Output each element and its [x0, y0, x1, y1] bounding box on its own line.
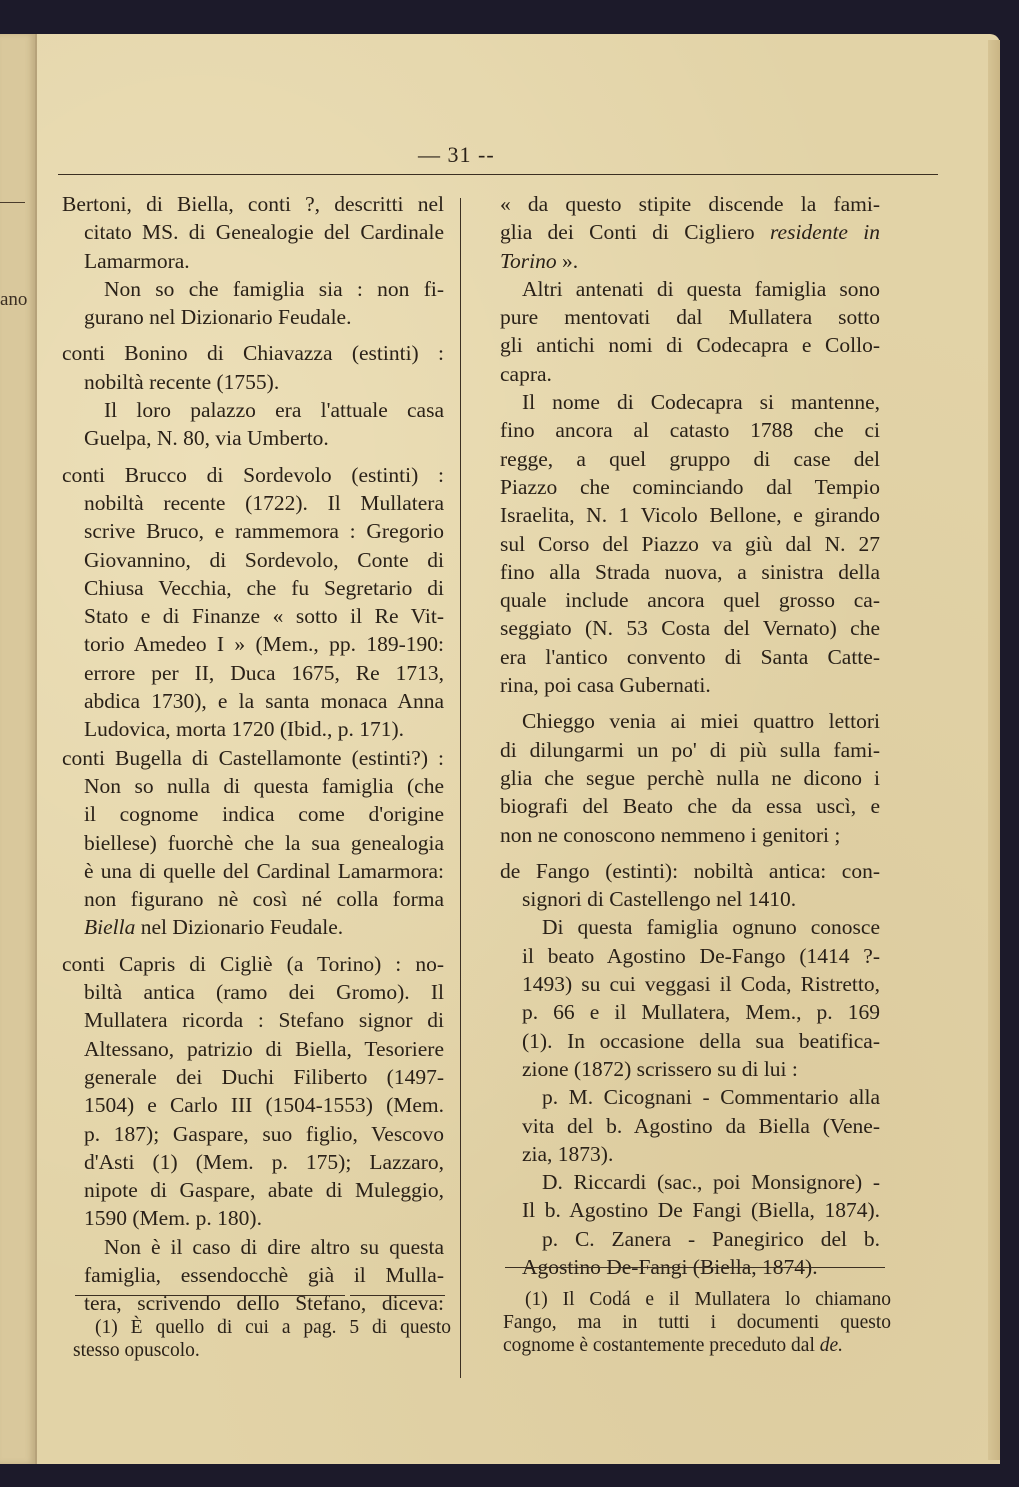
page-header: [58, 140, 938, 175]
line-text: nobiltà recente (1722). Il Mullatera: [84, 490, 444, 515]
text-line: [62, 800, 444, 828]
text-line: [500, 360, 880, 388]
text-line: [500, 764, 880, 792]
text-line: [62, 275, 444, 303]
line-text: zia, 1873).: [522, 1141, 614, 1166]
text-line: [500, 643, 880, 671]
text-line: [500, 998, 880, 1026]
footnote-line: [503, 1334, 891, 1357]
text-line: [500, 1112, 880, 1140]
line-text: 1590 (Mem. p. 180).: [84, 1206, 262, 1231]
text-line: [500, 614, 880, 642]
line-text: citato MS. di Genealogie del Cardinale: [84, 220, 444, 245]
text-line: [500, 473, 880, 501]
text-line: [62, 368, 444, 396]
line-text: 1504) e Carlo III (1504-1553) (Mem.: [84, 1093, 444, 1118]
line-text: p. M. Cicognani - Commentario alla: [542, 1085, 880, 1110]
line-text: il cognome indica come d'origine: [84, 802, 444, 827]
text-line: [62, 913, 444, 941]
line-text: non ne conoscono nemmeno i genitori ;: [500, 822, 841, 847]
footnote-rule-right: [505, 1267, 885, 1268]
line-text: errore per II, Duca 1675, Re 1713,: [84, 660, 444, 685]
line-text: p. 187); Gaspare, suo figlio, Vescovo: [84, 1121, 444, 1146]
text-line: [62, 978, 444, 1006]
text-line: [62, 424, 444, 452]
line-text: biltà antica (ramo dei Gromo). Il: [84, 980, 444, 1005]
text-line: [500, 190, 880, 218]
page-right-edge: [988, 40, 1000, 1460]
text-line: [62, 339, 444, 367]
line-text: il beato Agostino De-Fango (1414 ?-: [522, 943, 880, 968]
line-text: Mullatera ricorda : Stefano signor di: [84, 1008, 444, 1033]
line-text: Altessano, patrizio di Biella, Tesoriere: [84, 1036, 444, 1061]
line-text: capra.: [500, 361, 552, 386]
text-line: [500, 388, 880, 416]
line-text: Di questa famiglia ognuno conosce: [542, 915, 880, 940]
text-line: [500, 558, 880, 586]
text-line: [62, 1261, 444, 1289]
text-line: [62, 1289, 444, 1317]
text-line: [500, 303, 880, 331]
line-text: conti Brucco di Sordevolo (estinti) :: [62, 462, 444, 487]
line-text: d'Asti (1) (Mem. p. 175); Lazzaro,: [84, 1149, 444, 1174]
line-text: gli antichi nomi di Codecapra e Collo-: [500, 333, 880, 358]
line-text: non figurano nè così né colla forma: [84, 887, 444, 912]
previous-page-fragment: ano: [0, 289, 28, 310]
page-number: — 31 --: [418, 142, 495, 167]
line-text: Altri antenati di questa famiglia sono: [522, 276, 880, 301]
footnote-line: Fango, ma in tutti i documenti questo: [503, 1312, 891, 1333]
footnote-rule-left-short: [350, 1295, 445, 1296]
text-line: [500, 445, 880, 473]
line-text: fino ancora al catasto 1788 che ci: [500, 418, 880, 443]
line-text: pure mentovati dal Mullatera sotto: [500, 305, 880, 330]
text-line: [500, 1027, 880, 1055]
footnote-line: (1) Il Codá e il Mullatera lo chiamano: [525, 1289, 891, 1310]
text-line: [62, 1148, 444, 1176]
footnote-line: stesso opuscolo.: [73, 1340, 200, 1361]
line-text: p. 66 e il Mullatera, Mem., p. 169: [522, 1000, 880, 1025]
line-text: famiglia, essendocchè già il Mulla-: [84, 1262, 444, 1287]
text-line: [500, 1083, 880, 1111]
italic-text: Biella: [84, 915, 136, 940]
text-line: [62, 1035, 444, 1063]
text-line: [500, 247, 880, 275]
text-line: [62, 687, 444, 715]
line-text: regge, a quel gruppo di case del: [500, 446, 880, 471]
previous-page-edge: [0, 34, 37, 1464]
footnote-right: [503, 1288, 891, 1357]
text-line: [500, 1140, 880, 1168]
text-line: [62, 574, 444, 602]
text-line: [500, 970, 880, 998]
text-line: [62, 546, 444, 574]
text-line: [500, 736, 880, 764]
text-line: [62, 857, 444, 885]
text-line: [62, 1233, 444, 1261]
text-line: [62, 303, 444, 331]
text-line: [500, 1055, 880, 1083]
text-line: [500, 530, 880, 558]
line-text: glia che segue perchè nulla ne dicono i: [500, 765, 880, 790]
text-line: [500, 331, 880, 359]
text-line: [62, 1120, 444, 1148]
footnote-left: [73, 1316, 451, 1362]
line-text: Stato e di Finanze « sotto il Re Vit-: [84, 604, 444, 629]
text-line: [500, 707, 880, 735]
line-text: p. C. Zanera - Panegirico del b.: [542, 1226, 880, 1251]
line-text: quale include ancora quel grosso ca-: [500, 588, 880, 613]
text-line: [62, 829, 444, 857]
line-text: Giovannino, di Sordevolo, Conte di: [84, 547, 444, 572]
column-divider: [460, 198, 461, 1378]
text-line: [62, 950, 444, 978]
line-text: di dilungarmi un po' di più sulla fami-: [500, 737, 880, 762]
paragraph-gap: [500, 849, 880, 857]
line-text: glia dei Conti di Cigliero: [500, 220, 770, 245]
paragraph-gap: [500, 699, 880, 707]
text-line: [500, 792, 880, 820]
text-line: [500, 1196, 880, 1224]
line-text: gurano nel Dizionario Feudale.: [84, 305, 352, 330]
italic-text: residente in: [769, 220, 880, 245]
text-line: [500, 942, 880, 970]
paragraph-gap: [62, 453, 444, 461]
paragraph-gap: [62, 331, 444, 339]
text-line: [62, 602, 444, 630]
text-line: [62, 1176, 444, 1204]
line-text: Il b. Agostino De Fangi (Biella, 1874).: [522, 1198, 880, 1223]
line-text: nel Dizionario Feudale.: [135, 915, 344, 940]
text-line: [62, 1006, 444, 1034]
text-line: [62, 659, 444, 687]
line-text: conti Bugella di Castellamonte (estinti?) :: [62, 745, 444, 770]
line-text: nobiltà recente (1755).: [84, 369, 280, 394]
line-text: Piazzo che cominciando dal Tempio: [500, 474, 880, 499]
line-text: Il loro palazzo era l'attuale casa: [104, 398, 444, 423]
line-text: de Fango (estinti): nobiltà antica: con-: [500, 858, 880, 883]
text-line: [500, 416, 880, 444]
line-text: Ludovica, morta 1720 (Ibid., p. 171).: [84, 717, 405, 742]
line-text: conti Capris di Cigliè (a Torino) : no-: [62, 951, 444, 976]
text-line: [62, 885, 444, 913]
text-line: [62, 1063, 444, 1091]
previous-page-rule: [0, 202, 25, 203]
text-line: [62, 630, 444, 658]
line-text: nipote di Gaspare, abate di Muleggio,: [84, 1178, 444, 1203]
text-line: [500, 1225, 880, 1253]
line-text: seggiato (N. 53 Costa del Vernato) che: [500, 616, 880, 641]
line-text: Lamarmora.: [84, 248, 190, 273]
line-text: biellese) fuorchè che la sua genealogia: [84, 830, 444, 855]
line-text: zione (1872) scrissero su di lui :: [522, 1056, 798, 1081]
text-line: [500, 1168, 880, 1196]
text-line: [500, 857, 880, 885]
line-text: vita del b. Agostino da Biella (Vene-: [522, 1113, 880, 1138]
text-line: [62, 218, 444, 246]
text-line: [500, 671, 880, 699]
text-line: [62, 396, 444, 424]
line-text: torio Amedeo I » (Mem., pp. 189-190:: [84, 632, 444, 657]
text-line: [500, 913, 880, 941]
text-line: [62, 744, 444, 772]
line-text: Il nome di Codecapra si mantenne,: [522, 390, 880, 415]
text-line: [62, 190, 444, 218]
paragraph-gap: [62, 942, 444, 950]
line-text: Bertoni, di Biella, conti ?, descritti nel: [62, 192, 444, 216]
text-line: [500, 885, 880, 913]
line-text: scrive Bruco, e rammemora : Gregorio: [84, 519, 444, 544]
text-line: [62, 489, 444, 517]
text-line: [500, 275, 880, 303]
right-column: [500, 190, 880, 1281]
text-line: [500, 501, 880, 529]
footnote-line: (1) È quello di cui a pag. 5 di questo: [95, 1317, 451, 1338]
text-line: [500, 821, 880, 849]
line-text: Israelita, N. 1 Vicolo Bellone, e girando: [500, 503, 880, 528]
line-text: abdica 1730), e la santa monaca Anna: [84, 689, 444, 714]
line-text: Chiusa Vecchia, che fu Segretario di: [84, 575, 444, 600]
line-text: Non so nulla di questa famiglia (che: [84, 773, 444, 798]
line-text: signori di Castellengo nel 1410.: [522, 887, 797, 912]
line-text: Guelpa, N. 80, via Umberto.: [84, 426, 329, 451]
text-line: [62, 1091, 444, 1119]
italic-text: Torino: [500, 248, 557, 273]
line-text: Non so che famiglia sia : non fi-: [104, 276, 444, 301]
text-line: [62, 461, 444, 489]
left-column: [62, 190, 444, 1318]
line-text: Non è il caso di dire altro su questa: [104, 1234, 444, 1259]
line-text: D. Riccardi (sac., poi Monsignore) -: [542, 1170, 880, 1195]
text-line: [500, 218, 880, 246]
line-text: conti Bonino di Chiavazza (estinti) :: [62, 341, 444, 366]
line-text: generale dei Duchi Filiberto (1497-: [84, 1064, 444, 1089]
line-text: fino alla Strada nuova, a sinistra della: [500, 559, 880, 584]
line-text: ».: [556, 248, 579, 273]
line-text: rina, poi casa Gubernati.: [500, 673, 711, 698]
line-text: 1493) su cui veggasi il Coda, Ristretto,: [522, 972, 880, 997]
footnote-text: cognome è costantemente preceduto dal: [503, 1335, 820, 1356]
text-line: [62, 517, 444, 545]
line-text: (1). In occasione della sua beatifica-: [522, 1028, 880, 1053]
text-line: [62, 1204, 444, 1232]
line-text: biografi del Beato che da essa uscì, e: [500, 794, 880, 819]
text-line: [62, 247, 444, 275]
line-text: tera, scrivendo dello Stefano, diceva:: [84, 1291, 444, 1316]
line-text: sul Corso del Piazzo va giù dal N. 27: [500, 531, 880, 556]
text-line: [62, 772, 444, 800]
line-text: era l'antico convento di Santa Catte-: [500, 644, 880, 669]
line-text: è una di quelle del Cardinal Lamarmora:: [84, 858, 444, 883]
text-line: [500, 586, 880, 614]
text-line: [62, 715, 444, 743]
line-text: Agostino De-Fangi (Biella, 1874).: [522, 1254, 818, 1279]
line-text: Chieggo venia ai miei quattro lettori: [522, 709, 880, 734]
footnote-italic-text: de.: [819, 1335, 844, 1356]
footnote-rule-left: [75, 1295, 345, 1296]
line-text: « da questo stipite discende la fami-: [500, 192, 880, 216]
